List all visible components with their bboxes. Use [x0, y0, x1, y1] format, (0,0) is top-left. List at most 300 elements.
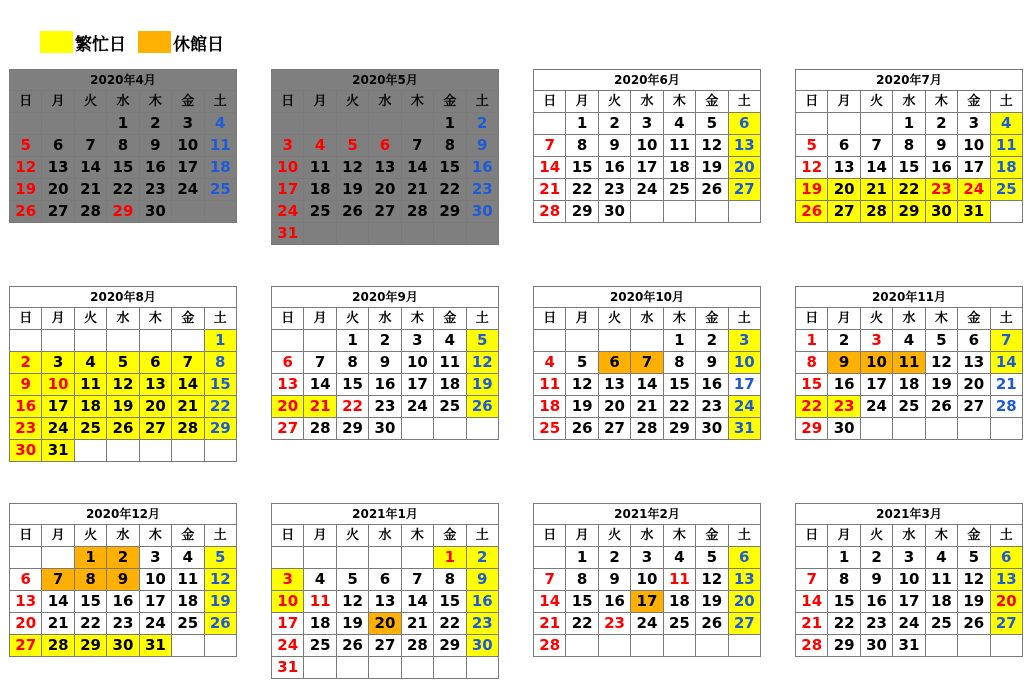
empty-cell [139, 440, 171, 462]
day-cell: 11 [172, 569, 204, 591]
month-title: 2021年2月 [534, 504, 761, 525]
weekday-header: 月 [304, 308, 336, 330]
day-cell: 19 [696, 157, 728, 179]
weekday-header: 金 [696, 91, 728, 113]
day-cell: 27 [990, 613, 1022, 635]
day-cell: 23 [696, 396, 728, 418]
day-cell: 5 [336, 569, 368, 591]
month-title: 2020年4月 [10, 70, 237, 91]
day-cell: 22 [336, 396, 368, 418]
day-cell: 7 [534, 569, 566, 591]
day-cell: 6 [139, 352, 171, 374]
empty-cell [566, 330, 598, 352]
weekday-header: 木 [401, 308, 433, 330]
weekday-header: 火 [860, 525, 892, 547]
weekday-header: 金 [958, 91, 990, 113]
day-cell: 8 [74, 569, 106, 591]
empty-cell [893, 418, 925, 440]
legend-closed-swatch [138, 31, 171, 53]
day-cell: 6 [728, 547, 760, 569]
day-cell: 26 [696, 613, 728, 635]
day-cell: 17 [728, 374, 760, 396]
day-cell: 21 [172, 396, 204, 418]
day-cell: 20 [598, 396, 630, 418]
day-cell: 8 [107, 135, 139, 157]
day-cell: 16 [139, 157, 171, 179]
day-cell: 1 [204, 330, 236, 352]
day-cell: 2 [598, 113, 630, 135]
weekday-header: 日 [534, 91, 566, 113]
day-cell: 22 [893, 179, 925, 201]
day-cell: 19 [10, 179, 42, 201]
weekday-header: 火 [598, 308, 630, 330]
day-cell: 25 [304, 635, 336, 657]
day-cell: 18 [893, 374, 925, 396]
month-calendar [533, 503, 761, 657]
day-cell: 4 [304, 135, 336, 157]
day-cell: 10 [42, 374, 74, 396]
day-cell: 26 [958, 613, 990, 635]
day-cell: 13 [990, 569, 1022, 591]
day-cell: 20 [10, 613, 42, 635]
weekday-header: 木 [139, 525, 171, 547]
day-cell: 12 [925, 352, 957, 374]
day-cell: 24 [958, 179, 990, 201]
weekday-header: 水 [893, 91, 925, 113]
day-cell: 12 [796, 157, 828, 179]
empty-cell [466, 657, 498, 679]
day-cell: 12 [566, 374, 598, 396]
day-cell: 17 [958, 157, 990, 179]
day-cell: 25 [204, 179, 236, 201]
day-cell: 11 [663, 569, 695, 591]
weekday-header: 水 [369, 308, 401, 330]
weekday-header: 木 [925, 525, 957, 547]
day-cell: 9 [466, 135, 498, 157]
day-cell: 9 [466, 569, 498, 591]
empty-cell [631, 201, 663, 223]
day-cell: 4 [304, 569, 336, 591]
day-cell: 3 [958, 113, 990, 135]
day-cell: 11 [534, 374, 566, 396]
day-cell: 27 [10, 635, 42, 657]
day-cell: 16 [925, 157, 957, 179]
day-cell: 13 [272, 374, 304, 396]
day-cell: 10 [631, 135, 663, 157]
day-cell: 1 [74, 547, 106, 569]
empty-cell [172, 440, 204, 462]
day-cell: 6 [990, 547, 1022, 569]
day-cell: 5 [336, 135, 368, 157]
day-cell: 18 [434, 374, 466, 396]
empty-cell [304, 330, 336, 352]
day-cell: 28 [74, 201, 106, 223]
day-cell: 5 [925, 330, 957, 352]
day-cell: 24 [728, 396, 760, 418]
day-cell: 17 [172, 157, 204, 179]
day-cell: 8 [336, 352, 368, 374]
day-cell: 27 [828, 201, 860, 223]
day-cell: 29 [828, 635, 860, 657]
day-cell: 9 [598, 135, 630, 157]
day-cell: 3 [139, 547, 171, 569]
day-cell: 19 [107, 396, 139, 418]
day-cell: 9 [107, 569, 139, 591]
day-cell: 30 [860, 635, 892, 657]
day-cell: 27 [369, 635, 401, 657]
weekday-header: 金 [434, 525, 466, 547]
empty-cell [696, 635, 728, 657]
day-cell: 7 [172, 352, 204, 374]
day-cell: 15 [566, 591, 598, 613]
day-cell: 23 [598, 179, 630, 201]
day-cell: 25 [534, 418, 566, 440]
empty-cell [10, 330, 42, 352]
day-cell: 22 [566, 179, 598, 201]
month-calendar [9, 503, 237, 657]
weekday-header: 木 [663, 91, 695, 113]
day-cell: 20 [272, 396, 304, 418]
day-cell: 5 [107, 352, 139, 374]
month-calendar [271, 286, 499, 440]
month-calendar [795, 286, 1023, 440]
month-title: 2020年9月 [272, 287, 499, 308]
empty-cell [958, 635, 990, 657]
day-cell: 27 [139, 418, 171, 440]
empty-cell [204, 440, 236, 462]
day-cell: 2 [925, 113, 957, 135]
empty-cell [10, 113, 42, 135]
day-cell: 12 [466, 352, 498, 374]
weekday-header: 土 [990, 308, 1022, 330]
day-cell: 8 [434, 135, 466, 157]
weekday-header: 日 [534, 525, 566, 547]
weekday-header: 月 [828, 91, 860, 113]
day-cell: 13 [728, 135, 760, 157]
weekday-header: 土 [204, 91, 236, 113]
day-cell: 7 [534, 135, 566, 157]
weekday-header: 火 [336, 308, 368, 330]
day-cell: 13 [598, 374, 630, 396]
day-cell: 9 [598, 569, 630, 591]
empty-cell [42, 547, 74, 569]
day-cell: 10 [958, 135, 990, 157]
day-cell: 5 [204, 547, 236, 569]
day-cell: 3 [631, 547, 663, 569]
day-cell: 2 [598, 547, 630, 569]
day-cell: 10 [272, 157, 304, 179]
weekday-header: 月 [566, 525, 598, 547]
weekday-header: 火 [860, 308, 892, 330]
legend-closed [138, 30, 228, 55]
day-cell: 12 [10, 157, 42, 179]
day-cell: 11 [663, 135, 695, 157]
day-cell: 4 [990, 113, 1022, 135]
day-cell: 29 [74, 635, 106, 657]
weekday-header: 水 [893, 525, 925, 547]
day-cell: 4 [204, 113, 236, 135]
weekday-header: 土 [990, 91, 1022, 113]
empty-cell [696, 201, 728, 223]
day-cell: 18 [304, 613, 336, 635]
day-cell: 4 [534, 352, 566, 374]
day-cell: 1 [434, 113, 466, 135]
day-cell: 14 [401, 591, 433, 613]
day-cell: 29 [204, 418, 236, 440]
day-cell: 18 [304, 179, 336, 201]
day-cell: 18 [925, 591, 957, 613]
day-cell: 22 [796, 396, 828, 418]
day-cell: 29 [663, 418, 695, 440]
empty-cell [336, 547, 368, 569]
month-calendar [271, 503, 499, 679]
empty-cell [172, 201, 204, 223]
day-cell: 25 [172, 613, 204, 635]
weekday-header: 火 [598, 525, 630, 547]
month-title: 2021年3月 [796, 504, 1023, 525]
weekday-header: 日 [10, 91, 42, 113]
day-cell: 2 [860, 547, 892, 569]
day-cell: 11 [893, 352, 925, 374]
day-cell: 2 [107, 547, 139, 569]
day-cell: 24 [631, 179, 663, 201]
day-cell: 19 [696, 591, 728, 613]
empty-cell [336, 223, 368, 245]
weekday-header: 火 [74, 91, 106, 113]
empty-cell [42, 113, 74, 135]
day-cell: 1 [663, 330, 695, 352]
day-cell: 28 [796, 635, 828, 657]
empty-cell [401, 657, 433, 679]
day-cell: 17 [139, 591, 171, 613]
day-cell: 23 [139, 179, 171, 201]
day-cell: 22 [107, 179, 139, 201]
day-cell: 22 [566, 613, 598, 635]
empty-cell [566, 635, 598, 657]
day-cell: 14 [631, 374, 663, 396]
empty-cell [534, 113, 566, 135]
day-cell: 19 [796, 179, 828, 201]
weekday-header: 土 [204, 525, 236, 547]
month-title: 2020年8月 [10, 287, 237, 308]
day-cell: 28 [860, 201, 892, 223]
day-cell: 30 [10, 440, 42, 462]
weekday-header: 金 [434, 91, 466, 113]
empty-cell [728, 635, 760, 657]
day-cell: 22 [204, 396, 236, 418]
weekday-header: 日 [796, 308, 828, 330]
empty-cell [434, 223, 466, 245]
day-cell: 10 [893, 569, 925, 591]
day-cell: 30 [466, 201, 498, 223]
day-cell: 31 [272, 657, 304, 679]
day-cell: 10 [272, 591, 304, 613]
day-cell: 7 [42, 569, 74, 591]
day-cell: 25 [434, 396, 466, 418]
day-cell: 13 [369, 157, 401, 179]
day-cell: 4 [925, 547, 957, 569]
day-cell: 9 [860, 569, 892, 591]
day-cell: 16 [828, 374, 860, 396]
day-cell: 17 [401, 374, 433, 396]
empty-cell [401, 547, 433, 569]
weekday-header: 日 [534, 308, 566, 330]
day-cell: 29 [434, 201, 466, 223]
day-cell: 2 [10, 352, 42, 374]
day-cell: 20 [369, 179, 401, 201]
month-title: 2020年10月 [534, 287, 761, 308]
day-cell: 6 [598, 352, 630, 374]
day-cell: 14 [534, 591, 566, 613]
weekday-header: 土 [466, 91, 498, 113]
empty-cell [172, 635, 204, 657]
empty-cell [304, 113, 336, 135]
day-cell: 10 [172, 135, 204, 157]
weekday-header: 日 [272, 308, 304, 330]
day-cell: 29 [893, 201, 925, 223]
day-cell: 3 [272, 135, 304, 157]
day-cell: 13 [958, 352, 990, 374]
weekday-header: 木 [139, 308, 171, 330]
empty-cell [74, 330, 106, 352]
day-cell: 21 [631, 396, 663, 418]
day-cell: 20 [139, 396, 171, 418]
day-cell: 20 [990, 591, 1022, 613]
weekday-header: 日 [272, 525, 304, 547]
day-cell: 16 [466, 591, 498, 613]
day-cell: 31 [958, 201, 990, 223]
day-cell: 21 [860, 179, 892, 201]
day-cell: 14 [74, 157, 106, 179]
day-cell: 27 [598, 418, 630, 440]
day-cell: 11 [925, 569, 957, 591]
day-cell: 31 [728, 418, 760, 440]
weekday-header: 日 [796, 91, 828, 113]
day-cell: 29 [566, 201, 598, 223]
day-cell: 24 [42, 418, 74, 440]
day-cell: 25 [663, 613, 695, 635]
day-cell: 9 [369, 352, 401, 374]
day-cell: 25 [990, 179, 1022, 201]
month-calendar [9, 69, 237, 223]
day-cell: 4 [893, 330, 925, 352]
empty-cell [796, 113, 828, 135]
day-cell: 28 [631, 418, 663, 440]
day-cell: 1 [893, 113, 925, 135]
day-cell: 16 [466, 157, 498, 179]
day-cell: 3 [272, 569, 304, 591]
day-cell: 13 [369, 591, 401, 613]
day-cell: 21 [401, 179, 433, 201]
day-cell: 24 [272, 635, 304, 657]
empty-cell [598, 635, 630, 657]
day-cell: 8 [566, 569, 598, 591]
day-cell: 22 [663, 396, 695, 418]
day-cell: 23 [860, 613, 892, 635]
day-cell: 19 [336, 613, 368, 635]
empty-cell [401, 113, 433, 135]
day-cell: 22 [434, 179, 466, 201]
empty-cell [74, 440, 106, 462]
day-cell: 21 [401, 613, 433, 635]
day-cell: 17 [272, 179, 304, 201]
empty-cell [304, 547, 336, 569]
day-cell: 28 [990, 396, 1022, 418]
day-cell: 30 [828, 418, 860, 440]
day-cell: 23 [107, 613, 139, 635]
day-cell: 13 [42, 157, 74, 179]
day-cell: 30 [696, 418, 728, 440]
day-cell: 31 [272, 223, 304, 245]
day-cell: 30 [466, 635, 498, 657]
weekday-header: 水 [369, 91, 401, 113]
day-cell: 15 [566, 157, 598, 179]
weekday-header: 水 [631, 91, 663, 113]
day-cell: 20 [728, 157, 760, 179]
day-cell: 14 [534, 157, 566, 179]
day-cell: 27 [369, 201, 401, 223]
day-cell: 12 [958, 569, 990, 591]
empty-cell [990, 635, 1022, 657]
empty-cell [925, 635, 957, 657]
empty-cell [828, 113, 860, 135]
empty-cell [369, 547, 401, 569]
day-cell: 27 [728, 179, 760, 201]
day-cell: 1 [566, 113, 598, 135]
day-cell: 18 [663, 157, 695, 179]
day-cell: 29 [107, 201, 139, 223]
empty-cell [401, 223, 433, 245]
weekday-header: 月 [828, 308, 860, 330]
day-cell: 3 [893, 547, 925, 569]
day-cell: 26 [204, 613, 236, 635]
day-cell: 15 [204, 374, 236, 396]
day-cell: 10 [401, 352, 433, 374]
empty-cell [466, 223, 498, 245]
empty-cell [958, 418, 990, 440]
day-cell: 14 [42, 591, 74, 613]
weekday-header: 木 [925, 91, 957, 113]
weekday-header: 金 [958, 525, 990, 547]
weekday-header: 月 [304, 525, 336, 547]
day-cell: 27 [728, 613, 760, 635]
empty-cell [990, 201, 1022, 223]
day-cell: 12 [696, 135, 728, 157]
empty-cell [369, 113, 401, 135]
day-cell: 31 [893, 635, 925, 657]
weekday-header: 土 [728, 308, 760, 330]
day-cell: 24 [272, 201, 304, 223]
day-cell: 23 [828, 396, 860, 418]
weekday-header: 木 [925, 308, 957, 330]
weekday-header: 木 [401, 91, 433, 113]
empty-cell [336, 113, 368, 135]
day-cell: 27 [42, 201, 74, 223]
empty-cell [139, 330, 171, 352]
empty-cell [74, 113, 106, 135]
day-cell: 3 [401, 330, 433, 352]
day-cell: 22 [828, 613, 860, 635]
day-cell: 24 [172, 179, 204, 201]
weekday-header: 月 [42, 91, 74, 113]
weekday-header: 土 [466, 525, 498, 547]
day-cell: 26 [925, 396, 957, 418]
day-cell: 5 [10, 135, 42, 157]
day-cell: 31 [139, 635, 171, 657]
day-cell: 6 [42, 135, 74, 157]
day-cell: 18 [74, 396, 106, 418]
day-cell: 29 [336, 418, 368, 440]
